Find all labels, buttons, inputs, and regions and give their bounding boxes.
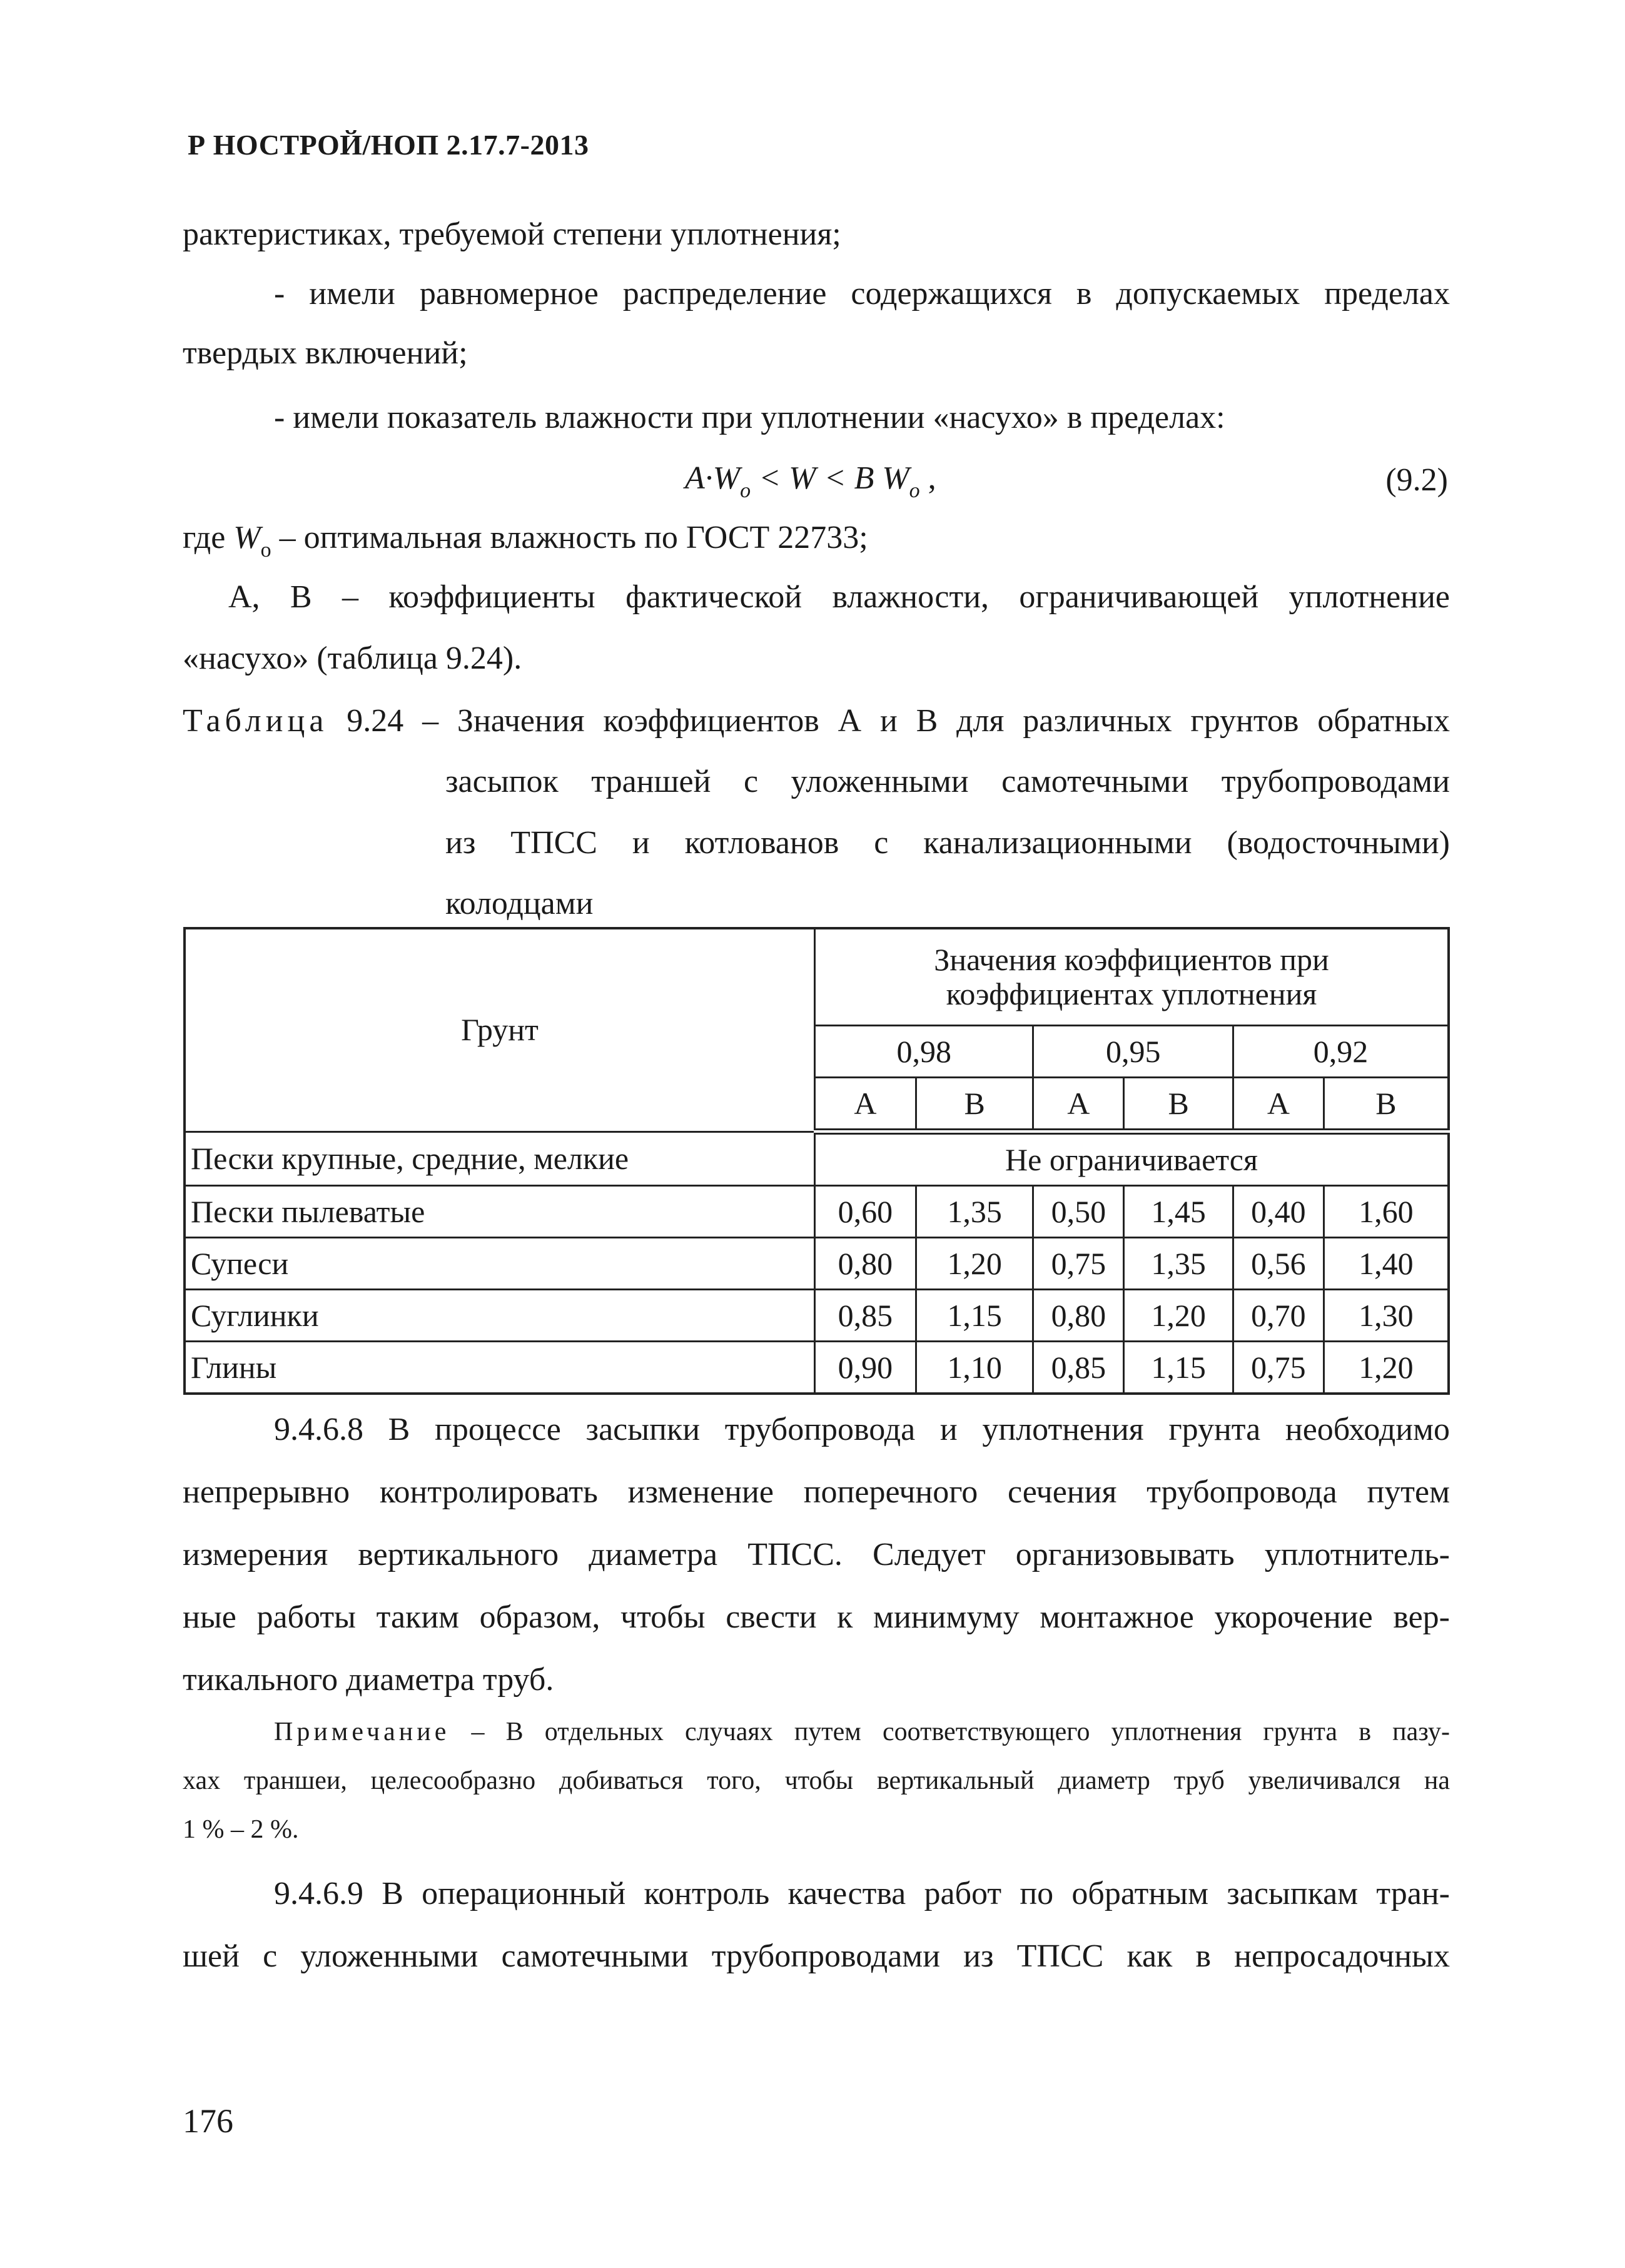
paragraph-9-4-6-9: шей с уложенными самотечными трубопроводами из ТПСС как в непросадочных — [183, 1938, 1450, 1974]
paragraph-9-4-6-8: ные работы таким образом, чтобы свести к минимуму монтажное укорочение вер- — [183, 1599, 1450, 1635]
coefficients-definition: «насухо» (таблица 9.24). — [183, 640, 522, 676]
coefficients-definition: A, B – коэффициенты фактической влажности, ограничивающей уплотнение — [228, 579, 1450, 615]
table-caption: Таблица 9.24 – Значения коэффициентов А и В для различных грунтов обратных — [183, 703, 1450, 739]
table-cell: 0,75 — [1033, 1238, 1124, 1290]
table-cell: 0,80 — [1033, 1290, 1124, 1342]
table-cell: 1,15 — [1124, 1342, 1233, 1394]
coefficient-letter: В — [1124, 1078, 1233, 1132]
soil-name: Глины — [185, 1342, 815, 1394]
table-cell: 1,20 — [916, 1238, 1033, 1290]
paragraph-9-4-6-8: измерения вертикального диаметра ТПСС. Следует организовывать уплотнитель- — [183, 1537, 1450, 1572]
table-cell: 0,60 — [815, 1186, 916, 1238]
formula-9-2: $A\cdot W_o < W < B$ $W_o$ , — [685, 460, 936, 502]
soil-name: Суглинки — [185, 1290, 815, 1342]
coefficient-letter: А — [1033, 1078, 1124, 1132]
table-row — [185, 1131, 1449, 1186]
table-row — [185, 1290, 1449, 1342]
table-cell: 1,45 — [1124, 1186, 1233, 1238]
table-cell: 1,20 — [1324, 1342, 1449, 1394]
density-header: 0,98 — [815, 1026, 1033, 1078]
soil-column-header: Грунт — [185, 928, 815, 1131]
intro-line: - имели показатель влажности при уплотнении «насухо» в пределах: — [274, 400, 1225, 435]
density-header: 0,92 — [1233, 1026, 1449, 1078]
table-caption-line: колодцами — [445, 886, 594, 921]
paragraph-9-4-6-8: тикального диаметра труб. — [183, 1662, 554, 1698]
document-code-header: Р НОСТРОЙ/НОП 2.17.7-2013 — [188, 129, 589, 161]
table-caption-line: засыпок траншей с уложенными самотечными трубопроводами — [445, 764, 1450, 799]
table-row — [185, 1342, 1449, 1394]
table-cell: 1,35 — [1124, 1238, 1233, 1290]
coefficients-header: Значения коэффициентов при коэффициентах уплотнения — [815, 928, 1449, 1026]
table-cell: 1,60 — [1324, 1186, 1449, 1238]
intro-line: рактеристиках, требуемой степени уплотнения; — [183, 216, 841, 252]
page-number: 176 — [183, 2102, 233, 2140]
intro-line: твердых включений; — [183, 335, 468, 371]
table-cell: 1,35 — [916, 1186, 1033, 1238]
table-cell: 0,70 — [1233, 1290, 1324, 1342]
table-cell: 0,40 — [1233, 1186, 1324, 1238]
table-cell: 0,56 — [1233, 1238, 1324, 1290]
soil-name: Пески пылеватые — [185, 1186, 815, 1238]
coefficient-letter: А — [1233, 1078, 1324, 1132]
intro-line: - имели равномерное распределение содержащихся в допускаемых пределах — [274, 276, 1450, 311]
paragraph-9-4-6-8: 9.4.6.8 В процессе засыпки трубопровода и уплотнения грунта необходимо — [274, 1412, 1450, 1447]
table-cell: 0,85 — [815, 1290, 916, 1342]
table-cell: 0,80 — [815, 1238, 916, 1290]
note: Примечание – В отдельных случаях путем соответствующего уплотнения грунта в пазу- — [274, 1718, 1450, 1746]
coefficients-table — [183, 927, 1450, 1395]
table-cell: 0,85 — [1033, 1342, 1124, 1394]
coefficient-letter: В — [916, 1078, 1033, 1132]
equation-number: (9.2) — [1385, 462, 1448, 498]
table-cell: 1,30 — [1324, 1290, 1449, 1342]
coefficient-letter: В — [1324, 1078, 1449, 1132]
unlimited-value: Не ограничивается — [815, 1131, 1449, 1186]
table-caption-line: из ТПСС и котлованов с канализационными (водосточными) — [445, 825, 1450, 861]
formula-where-line: где $W_o$ – оптимальная влажность по ГОСТ 22733; — [183, 520, 868, 562]
coefficient-letter: А — [815, 1078, 916, 1132]
soil-name: Супеси — [185, 1238, 815, 1290]
density-header: 0,95 — [1033, 1026, 1233, 1078]
paragraph-9-4-6-9: 9.4.6.9 В операционный контроль качества работ по обратным засыпкам тран- — [274, 1876, 1450, 1911]
table-cell: 0,75 — [1233, 1342, 1324, 1394]
table-cell: 0,90 — [815, 1342, 916, 1394]
table-row — [185, 1186, 1449, 1238]
note-line: хах траншеи, целесообразно добиваться того, чтобы вертикальный диаметр труб увеличивался на — [183, 1766, 1450, 1795]
table-cell: 1,20 — [1124, 1290, 1233, 1342]
note-line: 1 % – 2 %. — [183, 1815, 299, 1844]
soil-name: Пески крупные, средние, мелкие — [185, 1131, 815, 1186]
table-cell: 1,40 — [1324, 1238, 1449, 1290]
table-cell: 0,50 — [1033, 1186, 1124, 1238]
table-cell: 1,15 — [916, 1290, 1033, 1342]
paragraph-9-4-6-8: непрерывно контролировать изменение поперечного сечения трубопровода путем — [183, 1474, 1450, 1510]
table-row — [185, 1238, 1449, 1290]
table-cell: 1,10 — [916, 1342, 1033, 1394]
